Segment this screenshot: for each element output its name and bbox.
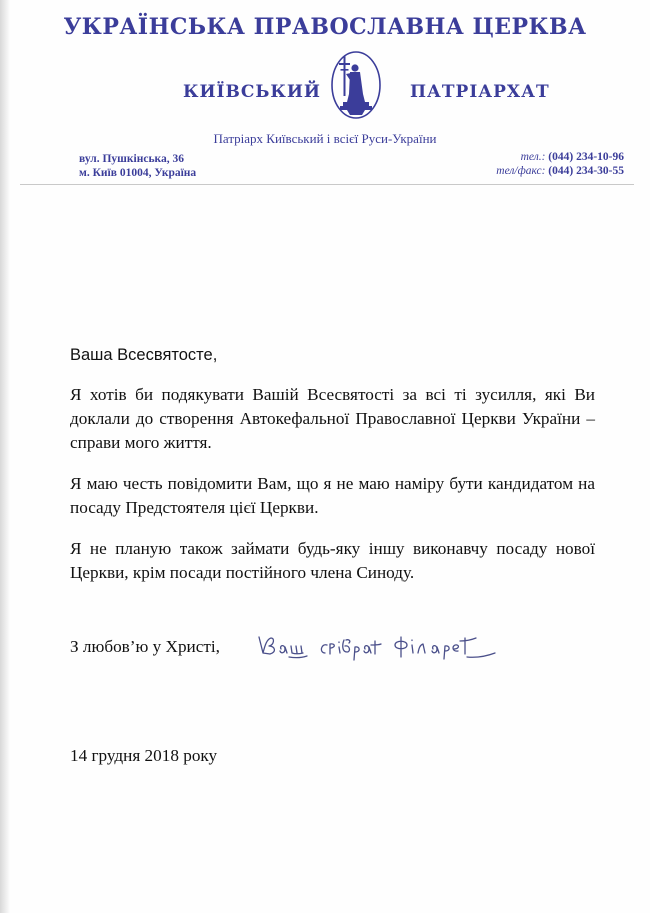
address-street: вул. Пушкінська, 36 <box>79 153 184 165</box>
letter-paragraph: Я маю честь повідомити Вам, що я не маю наміру бути кандидатом на посаду Предстоятеля цієї Церкви. <box>70 474 595 517</box>
fax-number: (044) 234-30-55 <box>548 165 624 177</box>
letter-paragraph: Я хотів би подякувати Вашій Всесвятості за всі ті зусилля, які Ви доклали до створення Автокефальної Православної Церкви України – справи мого життя. <box>70 385 595 452</box>
letter-salutation: Ваша Всесвятосте, <box>70 346 218 364</box>
saint-volodymyr-emblem-icon <box>330 46 382 120</box>
phone-number: (044) 234-10-96 <box>548 151 624 163</box>
fax-line <box>0 164 624 178</box>
address-city: м. Київ 01004, Україна <box>79 167 197 179</box>
phone-block <box>0 150 624 178</box>
letterhead-right-title: ПАТРІАРХАТ <box>410 82 550 102</box>
letter-date: 14 грудня 2018 року <box>70 746 218 765</box>
letter-paragraph: Я не планую також займати будь-яку іншу виконавчу посаду нової Церкви, крім посади постійного члена Синоду. <box>70 539 595 582</box>
letterhead-left-title: КИЇВСЬКИЙ <box>183 82 321 102</box>
patriarch-title-line: Патріарх Київський і всієї Руси-України <box>213 131 437 146</box>
handwritten-signature <box>255 625 505 667</box>
phone-line <box>0 150 624 164</box>
header-divider <box>20 184 634 185</box>
fax-label: тел/факс: <box>496 165 546 177</box>
phone-label: тел.: <box>520 151 546 163</box>
church-name-heading: УКРАЇНСЬКА ПРАВОСЛАВНА ЦЕРКВА <box>63 14 587 40</box>
letter-closing: З любов’ю у Христі, <box>70 637 220 656</box>
